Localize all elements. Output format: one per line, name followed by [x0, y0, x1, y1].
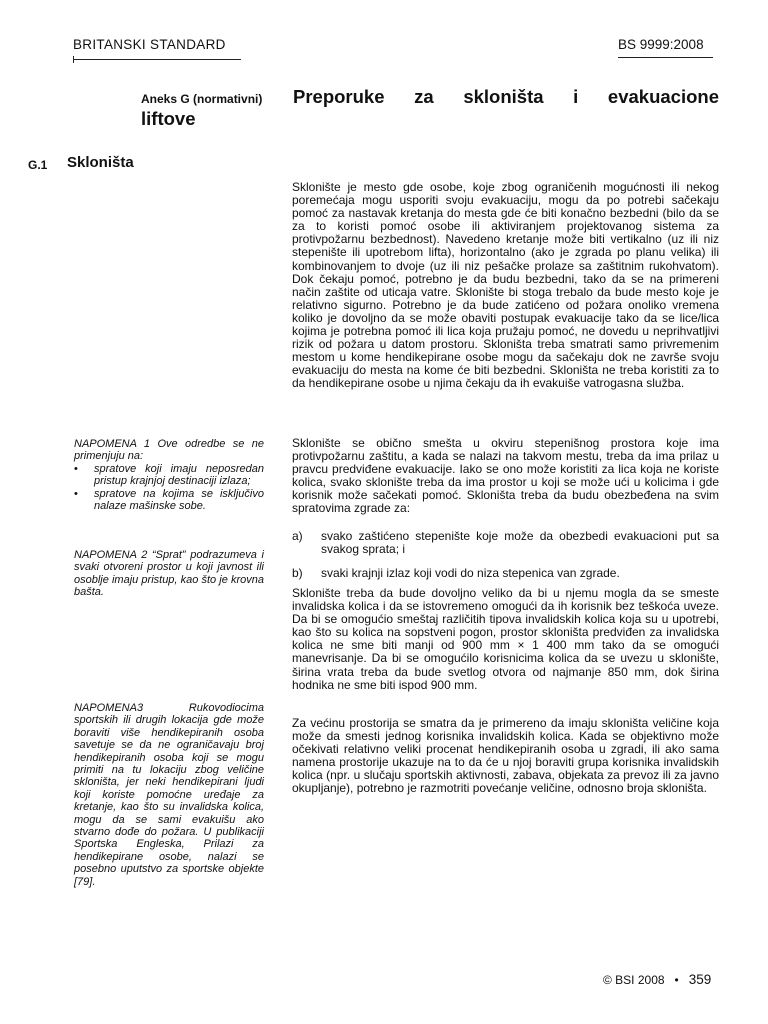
section-number: G.1	[28, 158, 48, 172]
page-number: 359	[688, 972, 712, 987]
annex-title-continuation: liftove	[141, 108, 196, 129]
footer-copyright: © BSI 2008	[603, 972, 665, 987]
body-paragraph-3: Sklonište treba da bude dovoljno veliko da bi u njemu mogla da se smeste invalidska kolica i da se istovremeno omogući da ih korisnik bez teškoća uveze. Da bi se omogućio smeštaj različitih tipova invalidskih kolica koja su u upotrebi, kao što su kolica na sopstveni pogon, prostor skloništa predviđen za invalidska kolica ne sme biti manji od 900 mm × 1 400 mm tako da se omogući manevrisanje. Da bi se omogućilo korisnicima kolica da se uvezu u sklonište, širina vrata treba da bude svetlog otvora od najmanje 850 mm, dok širina hodnika ne sme biti ispod 900 mm.	[292, 586, 719, 692]
body-paragraph-1: Sklonište je mesto gde osobe, koje zbog ograničenih mogućnosti ili nekog poremećaja mogu usporiti svoju evakuaciju, mogu da po potrebi sačekaju pomoć za nastavak kretanja do mesta gde će biti konačno bezbedni (bilo da se za to koristi pomoć osobe ili aktiviranjem projektovanog sistema za protivpožarnu bezbednost). Navedeno kretanje može biti vertikalno (uz ili niz stepenište ili upotrebom lifta), horizontalno (ako je zgrada po planu velika) ili kombinovanjem to dvoje (uz ili niz pešačke prolaze sa zaštitnim rukohvatom). Dok čekaju pomoć, potrebno je da budu bezbedni, tako da se na primereni način zaštite od uticaja vatre. Sklonište bi stoga trebalo da bude mesto koje je relativno sigurno. Potrebno je da bude zatićeno od požara onoliko vremena koliko je dovoljno da se može obaviti postupak evakuacije tako da se lice/lica kojima je potrebna pomoć ili lica koja pružaju pomoć, ne dovedu u neprihvatljivi rizik od požara u datom prostoru. Skloništa treba smatrati samo privremenim mestom u kome hendikepirane osobe mogu da sačekaju dok ne završe svoju evakuaciju do mesta na kome će biti bezbedni. Skloništa ne treba koristiti za to da hendikepirane osobe u njima čekaju da ih evakuiše vatrogasna služba.	[292, 180, 719, 391]
note-2: NAPOMENA 2 “Sprat” podrazumeva i svaki otvoreni prostor u koji javnost ili osoblje imaju pristup, kao što je krovna bašta.	[74, 549, 264, 599]
header-standard-number: BS 9999:2008	[618, 37, 704, 52]
annex-label: Aneks G (normativni)	[141, 92, 263, 106]
body-paragraph-2: Sklonište se obično smešta u okviru stepenišnog prostora koje ima protivpožarnu zaštitu, a kada se nalazi na takvom mestu, treba da ima prilaz u pravcu predviđene evakuacije. Iako se ono može koristiti za lica koja ne koriste kolica, svako sklonište treba da ima prostor u koji se može ući u kolicima i gde korisnik može sačekati pomoć. Skloništa treba da budu obezbeđena na svim spratovima zgrade za:	[292, 436, 719, 516]
section-title: Skloništa	[67, 154, 134, 171]
header-right-rule	[618, 57, 713, 58]
footer-separator: •	[674, 972, 679, 987]
note-1-bullet-text: spratove na kojima se isključivo nalaze mašinske sobe.	[94, 487, 264, 513]
bullet-glyph: •	[74, 462, 78, 475]
list-text: svaki krajnji izlaz koji vodi do niza stepenica van zgrade.	[321, 566, 620, 580]
note-1	[74, 438, 264, 512]
list-marker: a)	[292, 529, 303, 543]
annex-title: Preporuke za skloništa i evakuacione	[293, 86, 719, 107]
list-item-b	[292, 567, 719, 580]
note-3: NAPOMENA3 Rukovodiocima sportskih ili drugih lokacija gde može boraviti više hendikepiranih osoba savetuje se da ne ograničavaju broj hendikepiranih osoba koji se mogu primiti na tu lokaciju zbog veličine skloništa, jer neki hendikepirani ljudi koji koriste pomoćne uređaje za kretanje, kao što su invalidska kolica, mogu da se sami evakuišu ako stvarno dođe do požara. U publikaciji Sportska Engleska, Prilazi za hendikepirane osobe, nalazi se posebno uputstvo za sportske objekte [79].	[74, 702, 264, 888]
header-standard-label: BRITANSKI STANDARD	[73, 37, 226, 52]
note-1-list	[74, 463, 264, 513]
list-item-a	[292, 530, 719, 556]
bullet-glyph: •	[74, 487, 78, 500]
page-footer	[603, 972, 711, 987]
note-1-bullet-item	[74, 463, 264, 488]
list-text: svako zaštićeno stepenište koje može da obezbedi evakuacioni put sa svakog sprata; i	[321, 529, 719, 557]
header-left-rule	[73, 59, 241, 60]
header-left-tick	[73, 56, 74, 63]
note-1-bullet-item	[74, 488, 264, 513]
body-paragraph-4: Za većinu prostorija se smatra da je primereno da imaju skloništa veličine koja može da smesti jednog korisnika invalidskih kolica. Kada se objektivno može očekivati relativno veliki procenat hendikepiranih osoba u zgradi, ili ako sama namena prostorije ukazuje na to da će u njoj boraviti grupa korisnika invalidskih kolica (npr. u slučaju sportskih aktivnosti, zabava, objekata za prevoz ili za javno okupljanje), potrebno je razmotriti povećanje veličine, odnosno broja skloništa.	[292, 716, 719, 796]
note-1-intro: NAPOMENA 1 Ove odredbe se ne primenjuju na:	[74, 438, 264, 463]
list-marker: b)	[292, 566, 303, 580]
note-1-bullet-text: spratove koji imaju neposredan pristup krajnjoj destinaciji izlaza;	[94, 462, 264, 488]
